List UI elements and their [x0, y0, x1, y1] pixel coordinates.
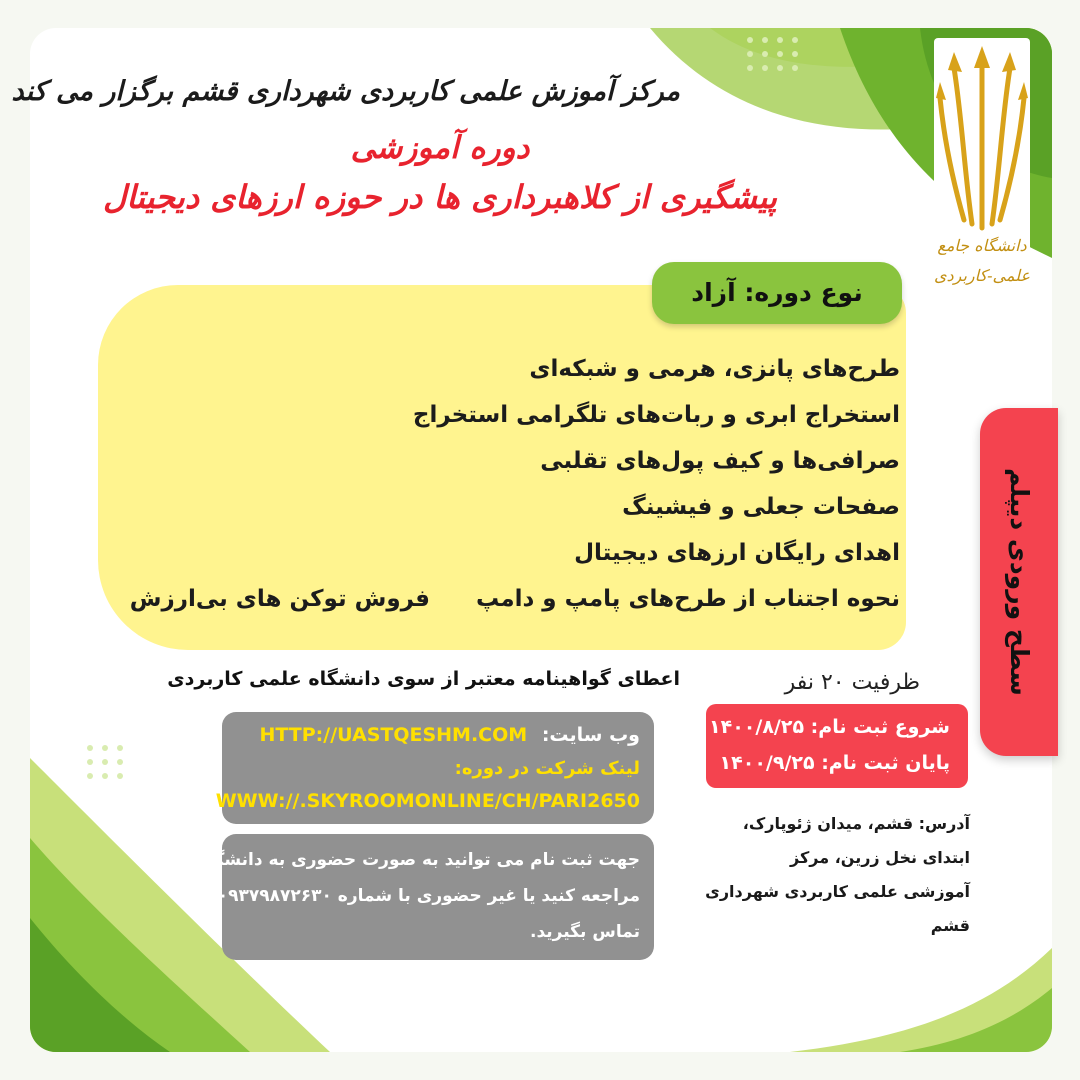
logo-line-1: دانشگاه جامع: [937, 236, 1027, 255]
address-block: [688, 814, 970, 944]
bottom-right-leaf-decoration: [730, 928, 1052, 1052]
website-row: [259, 724, 640, 746]
course-title: پیشگیری از کلاهبرداری ها در حوزه ارزهای دیجیتال: [102, 178, 778, 216]
contact-line: تماس بگیرید.: [530, 922, 640, 942]
organizer-text: مرکز آموزش علمی کاربردی شهرداری قشم برگزار می کند: [11, 76, 680, 107]
course-label: دوره آموزشی: [350, 130, 530, 166]
certificate-text: اعطای گواهینامه معتبر از سوی دانشگاه علمی کاربردی: [167, 668, 680, 690]
join-link-label: لینک شرکت در دوره:: [454, 758, 640, 779]
topic-item: طرح‌های پانزی، هرمی و شبکه‌ای: [529, 356, 900, 382]
topic-item: فروش توکن های بی‌ارزش: [129, 586, 430, 612]
entry-level-tab: [980, 408, 1058, 756]
address-line: ابتدای نخل زرین، مرکز: [790, 848, 970, 867]
contact-info-box: [198, 834, 654, 960]
contact-line: مراجعه کنید یا غیر حضوری با شماره ۰۹۳۷۹۸۷۲۶۳۰: [217, 886, 640, 906]
logo-emblem-icon: [934, 38, 1030, 238]
topic-item: اهدای رایگان ارزهای دیجیتال: [574, 540, 900, 566]
address-line: قشم: [930, 916, 970, 935]
website-label: وب سایت:: [541, 724, 640, 746]
address-line: آموزشی علمی کاربردی شهرداری: [705, 882, 970, 901]
website-url-link[interactable]: HTTP://UASTQESHM.COM: [259, 724, 528, 746]
capacity-text: ظرفیت ۲۰ نفر: [784, 670, 920, 695]
topic-item: استخراج ابری و ربات‌های تلگرامی استخراج: [412, 402, 900, 428]
topic-item: صرافی‌ها و کیف پول‌های تقلبی: [540, 448, 900, 474]
logo-line-2: علمی-کاربردی: [934, 266, 1030, 285]
join-link-url[interactable]: WWW://.SKYROOMONLINE/CH/PARI2650: [215, 790, 640, 812]
registration-start: شروع ثبت نام: ۱۴۰۰/۸/۲۵: [709, 716, 950, 738]
registration-dates-box: [706, 704, 968, 788]
registration-end: پایان ثبت نام: ۱۴۰۰/۹/۲۵: [719, 752, 950, 774]
website-box: [215, 712, 654, 824]
entry-level-text: سطح ورودی دیپلم: [1005, 468, 1034, 696]
university-logo: [934, 38, 1030, 330]
topic-item: صفحات جعلی و فیشینگ: [622, 494, 900, 520]
address-line: آدرس: قشم، میدان ژئوپارک،: [742, 814, 970, 833]
contact-line: جهت ثبت نام می توانید به صورت حضوری به دانشگاه: [198, 850, 640, 870]
topic-item: نحوه اجتناب از طرح‌های پامپ و دامپ: [475, 586, 900, 612]
course-type-badge: نوع دوره: آزاد: [652, 262, 902, 324]
